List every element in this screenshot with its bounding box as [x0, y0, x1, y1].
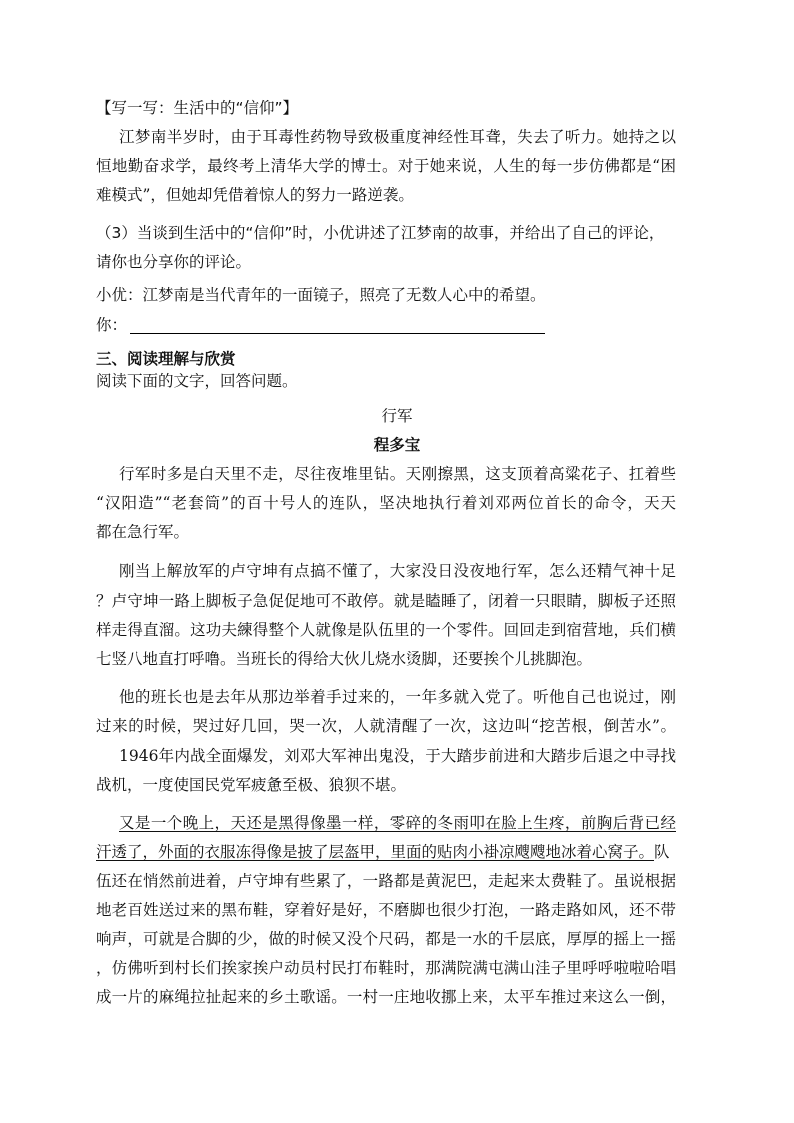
question-3-line-1: （3）当谈到生活中的“信仰”时，小优讲述了江梦南的故事，并给出了自己的评论，: [96, 224, 665, 242]
article-line: 过来的时候，哭过好几回，哭一次，人就清醒了一次，这边叫“挖苦根，倒苦水”。: [96, 717, 676, 735]
article-line: 都在急行军。: [96, 523, 190, 541]
write-passage-line-2: 恒地勤奋求学，最终考上清华大学的博士。对于她来说，人生的每一步仿佛都是“困: [96, 157, 676, 175]
article-line: ？卢守坤一路上脚板子急促促地可不敢停。就是瞌睡了，闭着一只眼睛，脚板子还照: [96, 592, 676, 610]
write-section-heading: 【写一写：生活中的“信仰”】: [96, 99, 299, 117]
article-line: 成一片的麻绳拉扯起来的乡土歌谣。一村一庄地收挪上来，太平车推过来这么一倒，: [96, 988, 676, 1006]
answer-label: 你：: [96, 316, 128, 334]
article-line: ，仿佛听到村长们挨家挨户动员村民打布鞋时，那满院满屯满山洼子里呼呼啦啦哈唱: [96, 959, 676, 977]
article-line: 地老百姓送过来的黑布鞋，穿着好是好，不磨脚也很少打泡，一路走路如风，还不带: [96, 901, 676, 919]
article-line: “汉阳造”“老套筒”的百十号人的连队，坚决地执行着刘邓两位首长的命令，天天: [96, 494, 676, 512]
article-author: 程多宝: [373, 435, 421, 454]
article-line: 样走得直溜。这功夫練得整个人就像是队伍里的一个零件。回回走到宿营地，兵们横: [96, 621, 676, 639]
line-tail: 队: [654, 843, 670, 861]
question-3-line-2: 请你也分享你的评论。: [96, 253, 252, 271]
article-title: 行军: [381, 407, 413, 425]
write-passage-line-3: 难模式”，但她却凭借着惊人的努力一路逆袭。: [96, 186, 414, 204]
article-line: 刚当上解放军的卢守坤有点搞不懂了，大家没日没夜地行军，怎么还精气神十足: [119, 562, 676, 580]
article-line: 响声，可就是合脚的少，做的时候又没个尺码，都是一水的千层底，厚厚的摇上一摇: [96, 930, 676, 948]
article-line: 行军时多是白天里不走，尽往夜堆里钻。天刚擦黑，这支顶着高粱花子、扛着些: [119, 465, 676, 483]
article-line: 他的班长也是去年从那边举着手过来的，一年多就入党了。听他自己也说过，刚: [119, 688, 676, 706]
example-comment: 小优：江梦南是当代青年的一面镜子，照亮了无数人心中的希望。: [96, 286, 546, 304]
article-line: 七竖八地直打呼噜。当班长的得给大伙儿烧水烫脚，还要挨个儿挑脚泡。: [96, 650, 593, 668]
article-line: 伍还在悄然前进着，卢守坤有些累了，一路都是黄泥巴，走起来太费鞋了。虽说根据: [96, 872, 676, 890]
reading-instruction: 阅读下面的文字，回答问题。: [96, 372, 298, 390]
underlined-segment: 汗透了，外面的衣服冻得像是披了层盔甲，里面的贴肉小褂凉飕飕地冰着心窝子。: [96, 843, 655, 861]
article-line-underlined: 又是一个晚上，天还是黑得像墨一样，零碎的冬雨叩在脸上生疼，前胸后背已经: [119, 814, 676, 832]
write-passage-line-1: 江梦南半岁时，由于耳毒性药物导致极重度神经性耳聋，失去了听力。她持之以: [119, 128, 676, 146]
answer-blank-line[interactable]: [130, 333, 545, 334]
article-line: 战机，一度使国民党军疲惫至极、狼狈不堪。: [96, 776, 407, 794]
reading-section-heading: 三、阅读理解与欣赏: [96, 350, 236, 368]
article-line: 1946年内战全面爆发，刘邓大军神出鬼没，于大踏步前进和大踏步后退之中寻找: [119, 747, 676, 765]
article-line-mixed: [96, 841, 696, 863]
